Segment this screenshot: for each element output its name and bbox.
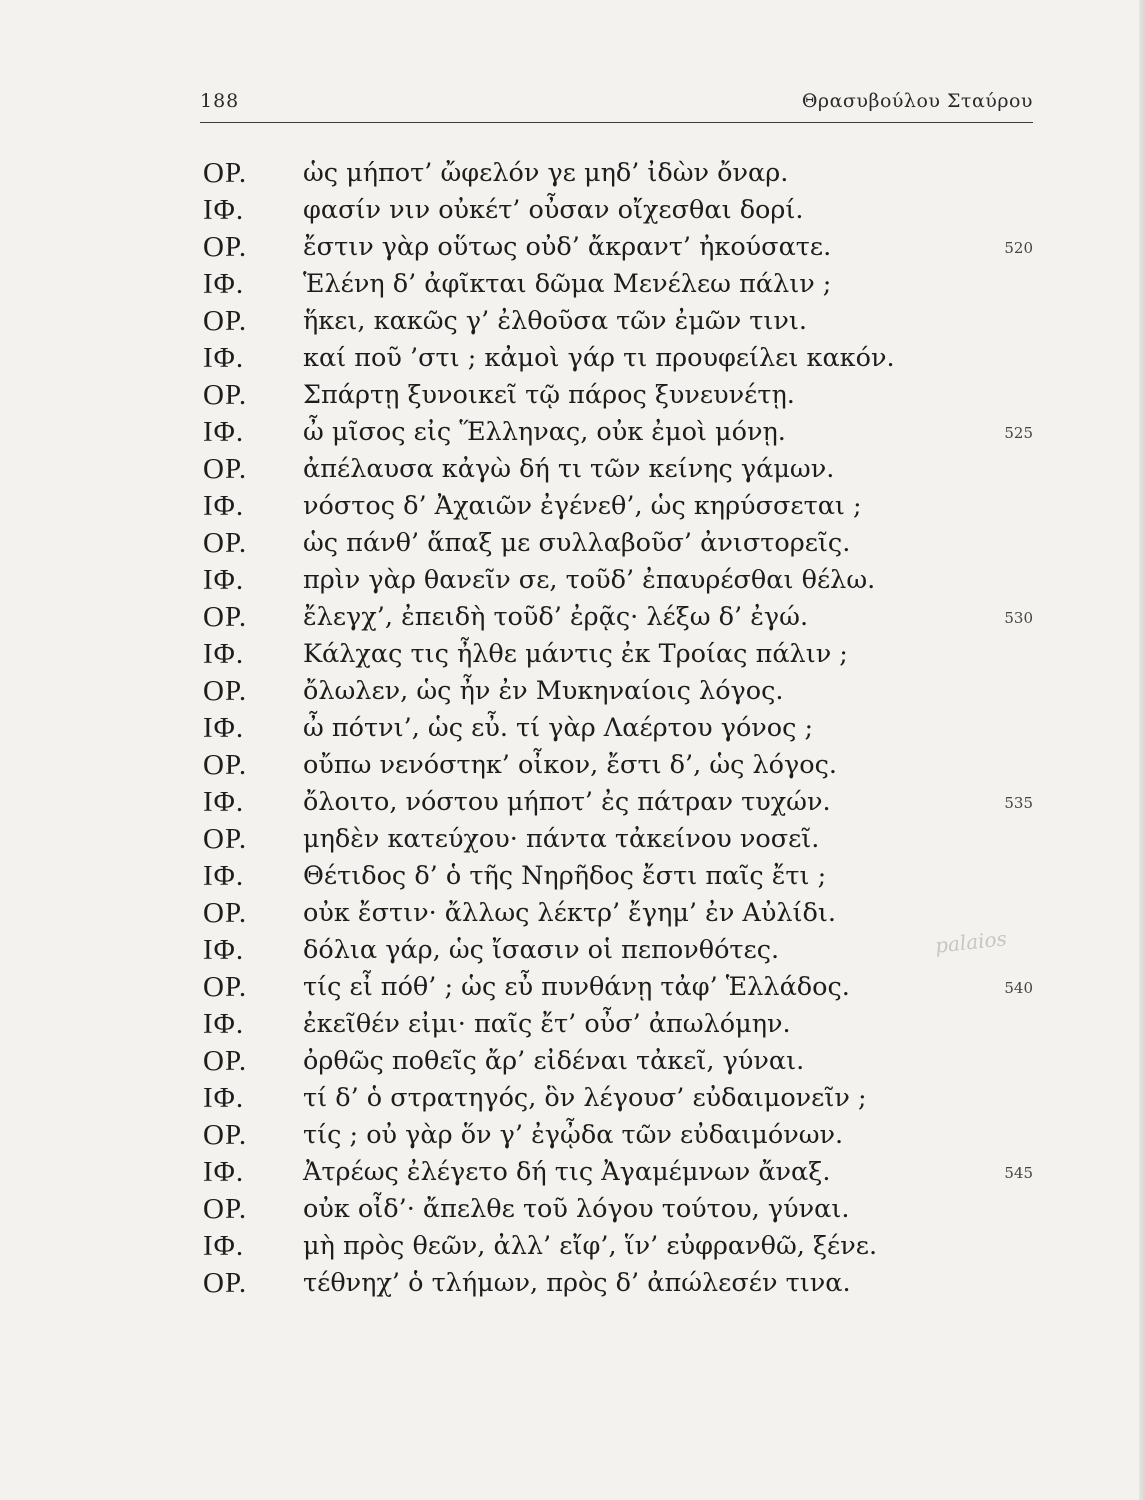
verse-text: καί ποῦ ’στι ; κἀμοὶ γάρ τι προυφείλει κακόν. xyxy=(303,343,895,373)
verse-line xyxy=(0,303,1145,340)
speaker-label: ΟΡ. xyxy=(203,527,248,559)
verse-line xyxy=(0,266,1145,303)
verse-line xyxy=(0,673,1145,710)
verse-text: Ἑλένη δ’ ἀφῖκται δῶμα Μενέλεω πάλιν ; xyxy=(303,269,832,299)
verse-text: ὄλοιτο, νόστου μήποτ’ ἐς πάτραν τυχών. xyxy=(303,787,831,817)
speaker-label: ΙΦ. xyxy=(203,490,245,522)
verse-text: οὐκ ἔστιν· ἄλλως λέκτρ’ ἔγημ’ ἐν Αὐλίδι. xyxy=(303,898,836,928)
verse-text: τί δ’ ὁ στρατηγός, ὃν λέγουσ’ εὐδαιμονεῖν ; xyxy=(303,1083,867,1113)
verse-text: φασίν νιν οὐκέτ’ οὖσαν οἴχεσθαι δορί. xyxy=(303,195,804,225)
verse-text: ὀρθῶς ποθεῖς ἄρ’ εἰδέναι τἀκεῖ, γύναι. xyxy=(303,1046,805,1076)
verse-line xyxy=(0,895,1145,932)
verse-text: τίς ; οὐ γὰρ ὅν γ’ ἐγᾦδα τῶν εὐδαιμόνων. xyxy=(303,1120,844,1150)
verse-list xyxy=(0,155,1145,1302)
verse-text: Κάλχας τις ἦλθε μάντις ἐκ Τροίας πάλιν ; xyxy=(303,639,848,669)
verse-line xyxy=(0,1080,1145,1117)
speaker-label: ΙΦ. xyxy=(203,268,245,300)
speaker-label: ΙΦ. xyxy=(203,1230,245,1262)
speaker-label: ΙΦ. xyxy=(203,564,245,596)
verse-line xyxy=(0,858,1145,895)
speaker-label: ΙΦ. xyxy=(203,1008,245,1040)
verse-text: πρὶν γὰρ θανεῖν σε, τοῦδ’ ἐπαυρέσθαι θέλω. xyxy=(303,565,876,595)
verse-line xyxy=(0,155,1145,192)
line-number: 525 xyxy=(1004,424,1033,442)
speaker-label: ΟΡ. xyxy=(203,749,248,781)
speaker-label: ΟΡ. xyxy=(203,157,248,189)
verse-text: νόστος δ’ Ἀχαιῶν ἐγένεθ’, ὡς κηρύσσεται ; xyxy=(303,491,862,521)
speaker-label: ΙΦ. xyxy=(203,416,245,448)
speaker-label: ΟΡ. xyxy=(203,601,248,633)
speaker-label: ΟΡ. xyxy=(203,1119,248,1151)
verse-text: ὄλωλεν, ὡς ἦν ἐν Μυκηναίοις λόγος. xyxy=(303,676,784,706)
verse-text: ὦ μῖσος εἰς Ἕλληνας, οὐκ ἐμοὶ μόνῃ. xyxy=(303,417,786,447)
verse-text: ἔστιν γὰρ οὕτως οὐδ’ ἄκραντ’ ἠκούσατε. xyxy=(303,232,832,262)
verse-text: ἀπέλαυσα κἀγὼ δή τι τῶν κείνης γάμων. xyxy=(303,454,835,484)
speaker-label: ΙΦ. xyxy=(203,1156,245,1188)
verse-line xyxy=(0,451,1145,488)
speaker-label: ΙΦ. xyxy=(203,194,245,226)
verse-line xyxy=(0,1117,1145,1154)
speaker-label: ΟΡ. xyxy=(203,1045,248,1077)
line-number: 540 xyxy=(1004,979,1033,997)
verse-text: ὦ πότνι’, ὡς εὖ. τί γὰρ Λαέρτου γόνος ; xyxy=(303,713,814,743)
verse-line xyxy=(0,525,1145,562)
verse-line xyxy=(0,1006,1145,1043)
speaker-label: ΙΦ. xyxy=(203,786,245,818)
speaker-label: ΟΡ. xyxy=(203,231,248,263)
verse-text: ὡς πάνθ’ ἅπαξ με συλλαβοῦσ’ ἀνιστορεῖς. xyxy=(303,528,851,558)
page-header xyxy=(200,86,1033,123)
speaker-label: ΟΡ. xyxy=(203,971,248,1003)
speaker-label: ΟΡ. xyxy=(203,305,248,337)
speaker-label: ΟΡ. xyxy=(203,453,248,485)
speaker-label: ΟΡ. xyxy=(203,897,248,929)
verse-line xyxy=(0,1265,1145,1302)
speaker-label: ΙΦ. xyxy=(203,342,245,374)
line-number: 520 xyxy=(1004,239,1033,257)
verse-text: ἐκεῖθέν εἰμι· παῖς ἔτ’ οὖσ’ ἀπωλόμην. xyxy=(303,1009,791,1039)
verse-text: δόλια γάρ, ὡς ἴσασιν οἱ πεπονθότες. xyxy=(303,935,780,965)
speaker-label: ΙΦ. xyxy=(203,638,245,670)
verse-line xyxy=(0,562,1145,599)
speaker-label: ΙΦ. xyxy=(203,860,245,892)
verse-line xyxy=(0,747,1145,784)
verse-text: μὴ πρὸς θεῶν, ἀλλ’ εἴφ’, ἵν’ εὐφρανθῶ, ξένε. xyxy=(303,1231,878,1261)
speaker-label: ΟΡ. xyxy=(203,1267,248,1299)
verse-text: ἥκει, κακῶς γ’ ἐλθοῦσα τῶν ἐμῶν τινι. xyxy=(303,306,808,336)
verse-line xyxy=(0,229,1145,266)
line-number: 545 xyxy=(1004,1164,1033,1182)
verse-text: ὡς μήποτ’ ὤφελόν γε μηδ’ ἰδὼν ὄναρ. xyxy=(303,158,789,188)
line-number: 530 xyxy=(1004,609,1033,627)
speaker-label: ΙΦ. xyxy=(203,934,245,966)
verse-text: οὔπω νενόστηκ’ οἶκον, ἔστι δ’, ὡς λόγος. xyxy=(303,750,838,780)
running-head: Θρασυβούλου Σταύρου xyxy=(801,90,1033,112)
line-number: 535 xyxy=(1004,794,1033,812)
verse-text: οὐκ οἶδ’· ἄπελθε τοῦ λόγου τούτου, γύναι. xyxy=(303,1194,850,1224)
verse-line xyxy=(0,710,1145,747)
speaker-label: ΟΡ. xyxy=(203,823,248,855)
page-number: 188 xyxy=(200,90,240,112)
verse-line xyxy=(0,488,1145,525)
verse-text: Ἀτρέως ἐλέγετο δή τις Ἀγαμέμνων ἄναξ. xyxy=(303,1157,831,1187)
verse-line xyxy=(0,1154,1145,1191)
speaker-label: ΙΦ. xyxy=(203,712,245,744)
verse-line xyxy=(0,599,1145,636)
verse-line xyxy=(0,821,1145,858)
verse-line xyxy=(0,1228,1145,1265)
verse-line xyxy=(0,1191,1145,1228)
verse-text: τίς εἶ πόθ’ ; ὡς εὖ πυνθάνῃ τἀφ’ Ἑλλάδος. xyxy=(303,972,850,1002)
verse-line xyxy=(0,377,1145,414)
page-edge xyxy=(1139,0,1145,1500)
verse-text: Θέτιδος δ’ ὁ τῆς Νηρῆδος ἔστι παῖς ἔτι ; xyxy=(303,861,827,891)
verse-line xyxy=(0,969,1145,1006)
speaker-label: ΟΡ. xyxy=(203,675,248,707)
verse-line xyxy=(0,192,1145,229)
margin-note: palaios xyxy=(933,926,1008,958)
verse-line xyxy=(0,340,1145,377)
verse-line xyxy=(0,636,1145,673)
verse-text: ἔλεγχ’, ἐπειδὴ τοῦδ’ ἐρᾷς· λέξω δ’ ἐγώ. xyxy=(303,602,809,632)
verse-line xyxy=(0,1043,1145,1080)
speaker-label: ΟΡ. xyxy=(203,1193,248,1225)
verse-line xyxy=(0,414,1145,451)
verse-text: Σπάρτῃ ξυνοικεῖ τῷ πάρος ξυνευνέτῃ. xyxy=(303,380,795,410)
verse-line xyxy=(0,784,1145,821)
verse-text: τέθνηχ’ ὁ τλήμων, πρὸς δ’ ἀπώλεσέν τινα. xyxy=(303,1268,851,1298)
speaker-label: ΟΡ. xyxy=(203,379,248,411)
speaker-label: ΙΦ. xyxy=(203,1082,245,1114)
verse-text: μηδὲν κατεύχου· πάντα τἀκείνου νοσεῖ. xyxy=(303,824,820,854)
